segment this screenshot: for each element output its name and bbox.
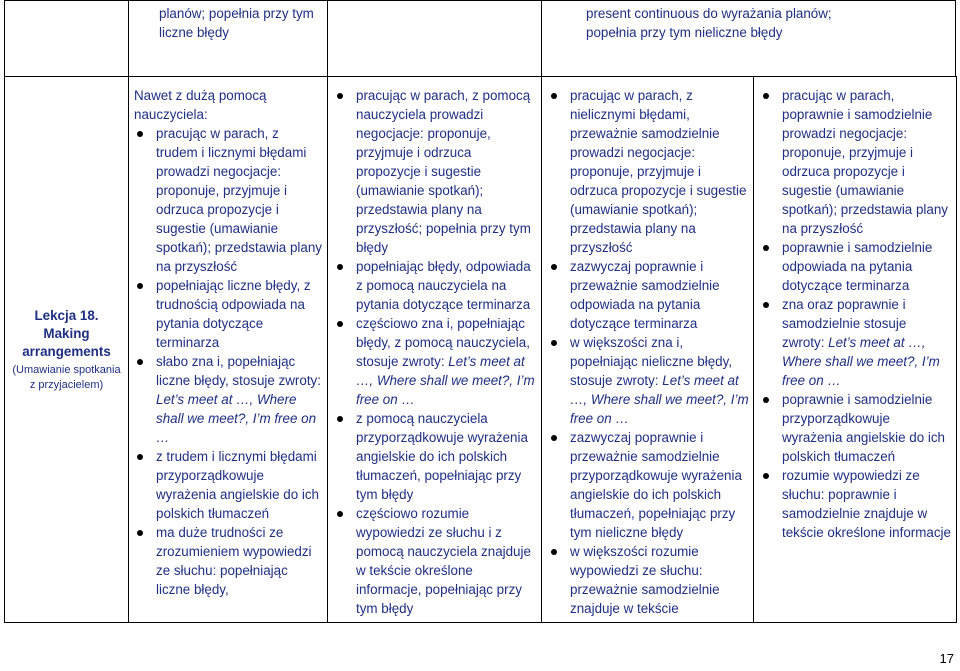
bullet-icon	[763, 302, 769, 308]
phrases: Let’s meet at …, Where shall we meet?, I’m free on …	[782, 335, 940, 388]
list-item: słabo zna i, popełniając liczne błędy, stosuje zwroty: Let’s meet at …, Where shall we meet?, I’m free on …	[134, 352, 323, 447]
bullet-icon	[551, 93, 557, 99]
list-item: w większości zna i, popełniając nieliczne błędy, stosuje zwroty: Let’s meet at …, Where shall we meet?, I’m free on …	[548, 333, 749, 428]
bullet-icon	[337, 321, 343, 327]
top-col3-cell	[328, 1, 542, 77]
list-item: pracując w parach, z nielicznymi błędami, przeważnie samodzielnie prowadzi negocjacje: proponuje, przyjmuje i odrzuca propozycje i sugestie (umawianie spotkań); przedstawia plany na przyszłość	[548, 86, 749, 257]
col2-list	[134, 124, 323, 599]
bullet-icon	[551, 549, 557, 555]
bullet-icon	[763, 93, 769, 99]
bullet-icon	[763, 473, 769, 479]
bullet-icon	[337, 264, 343, 270]
top-col4-cell	[542, 1, 956, 77]
list-item: pracując w parach, z pomocą nauczyciela prowadzi negocjacje: proponuje, przyjmuje i odrzuca propozycje i sugestie (umawianie spotkań); przedstawia plany na przyszłość; popełnia przy tym błędy	[334, 86, 537, 257]
bullet-icon	[137, 283, 143, 289]
lesson-title: Lekcja 18.	[34, 307, 99, 323]
bullet-icon	[337, 93, 343, 99]
list-item: z pomocą nauczyciela przyporządkowuje wyrażenia angielskie do ich polskich tłumaczeń, popełniając przy tym błędy	[334, 409, 537, 504]
continuation-table	[4, 0, 956, 77]
bullet-icon	[137, 454, 143, 460]
col5-list	[760, 86, 952, 542]
bullet-icon	[763, 245, 769, 251]
grade-col-5	[754, 77, 957, 623]
list-item: zazwyczaj poprawnie i przeważnie samodzielnie przyporządkowuje wyrażenia angielskie do ich polskich tłumaczeń, popełniając przy tym nieliczne błędy	[548, 428, 749, 542]
lesson-cell	[5, 77, 129, 623]
phrases: Let’s meet at …, Where shall we meet?, I’m free on …	[156, 392, 317, 445]
list-item: częściowo zna i, popełniając błędy, z pomocą nauczyciela, stosuje zwroty: Let’s meet at …, Where shall we meet?, I’m free on …	[334, 314, 537, 409]
col3-list	[334, 86, 537, 618]
bullet-icon	[137, 131, 143, 137]
col2-intro: Nawet z dużą pomocą nauczyciela:	[134, 88, 267, 122]
top-lesson-cell	[5, 1, 129, 77]
top-col2-text: planów; popełnia przy tym liczne błędy	[159, 6, 314, 40]
list-item: z trudem i licznymi błędami przyporządkowuje wyrażenia angielskie do ich polskich tłumaczeń	[134, 447, 323, 523]
bullet-icon	[551, 435, 557, 441]
bullet-icon	[137, 530, 143, 536]
col4-list	[548, 86, 749, 618]
lesson-table	[4, 76, 957, 623]
list-item: rozumie wypowiedzi ze słuchu: poprawnie i samodzielnie znajduje w tekście określone informacje	[760, 466, 952, 542]
list-item: pracując w parach, poprawnie i samodzielnie prowadzi negocjacje: proponuje, przyjmuje i odrzuca propozycje i sugestie (umawianie spotkań); przedstawia plany na przyszłość	[760, 86, 952, 238]
list-item: poprawnie i samodzielnie przyporządkowuje wyrażenia angielskie do ich polskich tłumaczeń	[760, 390, 952, 466]
lesson-subtitle: (Umawianie spotkania z przyjacielem)	[12, 363, 121, 391]
bullet-icon	[337, 511, 343, 517]
bullet-icon	[551, 264, 557, 270]
grade-col-2	[129, 77, 328, 623]
bullet-icon	[763, 397, 769, 403]
grade-col-4	[542, 77, 754, 623]
grade-col-3	[328, 77, 542, 623]
lesson-topic: Making arrangements	[22, 325, 111, 359]
top-col2-cell	[129, 1, 328, 77]
top-col4-text: present continuous do wyrażania planów; popełnia przy tym nieliczne błędy	[586, 6, 832, 40]
list-item: popełniając liczne błędy, z trudnością odpowiada na pytania dotyczące terminarza	[134, 276, 323, 352]
list-item: zna oraz poprawnie i samodzielnie stosuje zwroty: Let’s meet at …, Where shall we meet?, I’m free on …	[760, 295, 952, 390]
list-item: pracując w parach, z trudem i licznymi błędami prowadzi negocjacje: proponuje, przyjmuje i odrzuca propozycje i sugestie (umawianie spotkań); przedstawia plany na przyszłość	[134, 124, 323, 276]
list-item: popełniając błędy, odpowiada z pomocą nauczyciela na pytania dotyczące terminarza	[334, 257, 537, 314]
list-item: w większości rozumie wypowiedzi ze słuchu: przeważnie samodzielnie znajduje w tekście	[548, 542, 749, 618]
list-item: zazwyczaj poprawnie i przeważnie samodzielnie odpowiada na pytania dotyczące terminarza	[548, 257, 749, 333]
list-item: częściowo rozumie wypowiedzi ze słuchu i z pomocą nauczyciela znajduje w tekście określone informacje, popełniając przy tym błędy	[334, 504, 537, 618]
phrases: Let’s meet at …, Where shall we meet?, I’m free on …	[570, 373, 749, 426]
bullet-icon	[551, 340, 557, 346]
list-item: poprawnie i samodzielnie odpowiada na pytania dotyczące terminarza	[760, 238, 952, 295]
page-number: 17	[939, 651, 954, 666]
bullet-icon	[337, 416, 343, 422]
list-item: ma duże trudności ze zrozumieniem wypowiedzi ze słuchu: popełniając liczne błędy,	[134, 523, 323, 599]
bullet-icon	[137, 359, 143, 365]
phrases: Let’s meet at …, Where shall we meet?, I’m free on …	[356, 354, 535, 407]
